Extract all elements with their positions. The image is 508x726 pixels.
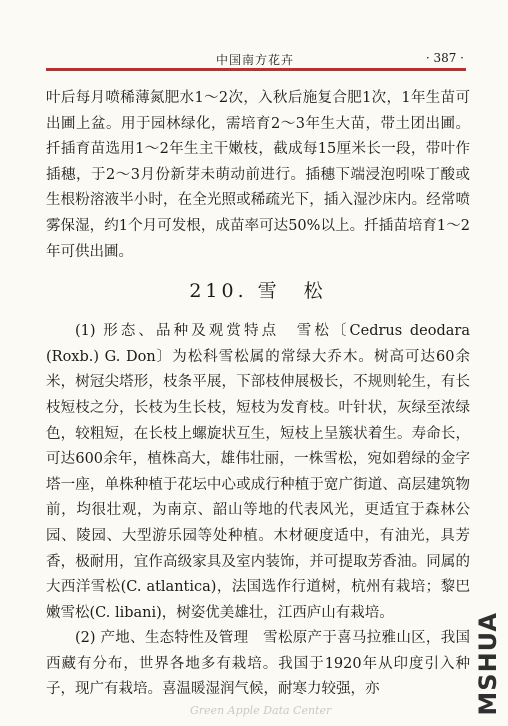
header-rule: [46, 68, 466, 71]
bottom-watermark: Green Apple Data Center: [190, 704, 332, 717]
page-number: · 387 ·: [425, 51, 464, 65]
running-header: [46, 49, 466, 67]
book-title: 中国南方花卉: [216, 53, 295, 67]
body-paragraph: (1) 形态、品种及观赏特点 雪松〔Cedrus deodara (Roxb.) G. Don〕为松科雪松属的常绿大乔木。树高可达60余米，树冠尖塔形，枝条平展，下部枝伸展极长，不规则轮生，有长枝短枝之分，长枝为生长枝，短枝为发育枝。叶针状，灰绿至浓绿色，较粗短，在长枝上螺旋状互生，短枝上呈簇状着生。寿命长，可达600余年，植株高大，雄伟壮丽，一株雪松，宛如碧绿的金字塔一座，单株种植于花坛中心或成行种植于宽广街道、高层建筑物前，均很壮观，为南京、韶山等地的代表风光，更适宜于森林公园、陵园、大型游乐园等处种植。木材硬度适中，有油光，具芳香，极耐用，宜作高级家具及室内装饰，并可提取芳香油。同属的大西洋雪松(C. atlantica)，法国选作行道树，杭州有栽培；黎巴嫩雪松(C. libani)，树姿优美雄壮，江西庐山有栽培。: [46, 323, 470, 621]
body-paragraph: 叶后每月喷稀薄氮肥水1～2次，入秋后施复合肥1次，1年生苗可出圃上盆。用于园林绿化，需培育2～3年生大苗，带土团出圃。扦插育苗选用1～2年生主干嫩枝，截成每15厘米长一段，带叶作插穗，于2～3月份新芽未萌动前进行。插穗下端浸泡吲哚丁酸或生根粉溶液半小时，在全光照或稀疏光下，插入湿沙床内。经常喷雾保湿，约1个月可发根，成苗率可达50%以上。扦插苗培育1～2年可供出圃。: [46, 90, 470, 260]
side-watermark: MSHUA: [474, 612, 502, 716]
page-body: [46, 86, 470, 703]
section-heading: 210. 雪 松: [189, 280, 327, 303]
body-paragraph: (2) 产地、生态特性及管理 雪松原产于喜马拉雅山区，我国西藏有分布，世界各地多有栽培。我国于1920年从印度引入种子，现广有栽培。喜温暖湿润气候，耐寒力较强，亦: [46, 630, 470, 698]
